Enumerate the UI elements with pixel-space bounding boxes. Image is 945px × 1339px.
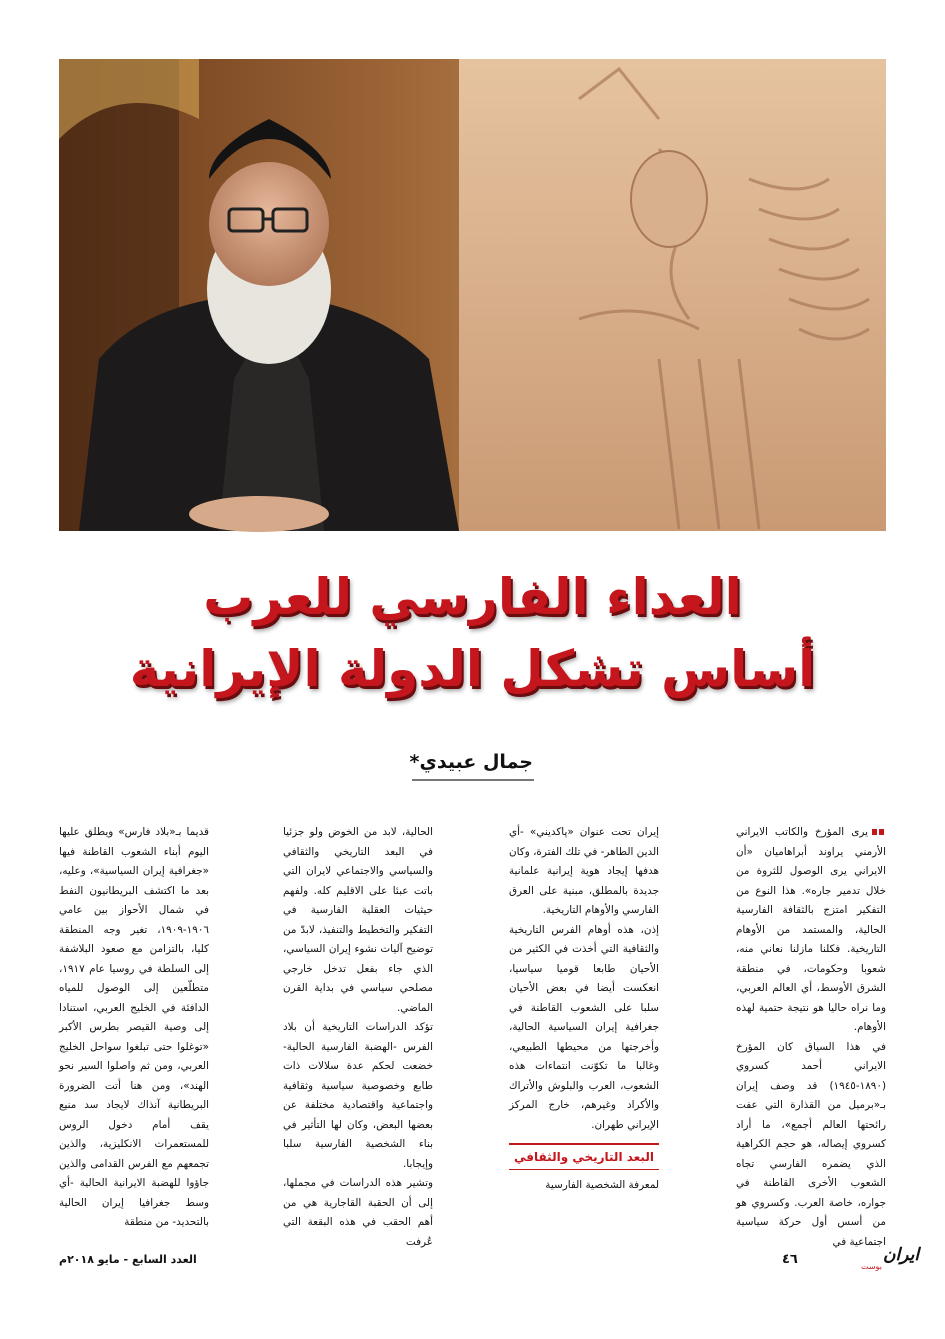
column-2-paragraph-1: إيران تحت عنوان «پاكديني» -أي الدين الطاهر- في تلك الفترة، وكان هدفها إيجاد هوية إيرانية علمانية جديدة بالمطلق، مبنية على العرق الفارسي والأوهام التاريخية. xyxy=(509,826,659,916)
column-1-paragraph-1: يرى المؤرخ والكاتب الايراني الأرمني يراوند أبراهاميان «أن الايراني يرى الوصول للثروة من خلال تدمير جاره». هذا النوع من التفكير امتزج بالثقافة الفارسية الحالية، والمستمد من الأوهام التاريخية. فكلنا مازلنا نعاني منه، شعوبا وحكومات، في منطقة الشرق الأوسط، أي العالم العربي، وما نراه حاليا هو نتيجة حتمية لهذه الأوهام. xyxy=(736,826,886,1033)
article-column-1 xyxy=(736,823,886,1252)
article-column-3 xyxy=(283,823,433,1252)
author-name: جمال عبيدي* xyxy=(409,751,533,773)
author-divider xyxy=(412,779,534,781)
article-title-line-2: أساس تشكل الدولة الإيرانية xyxy=(129,640,816,698)
issue-label: العدد السابع - مايو ٢٠١٨م xyxy=(59,1253,197,1266)
column-2-paragraph-2: إذن، هذه أوهام الفرس التاريخية والثقافية التي أخذت في الكثير من الأحيان طابعا قوميا سياسيا، انعكست أيضا في بعض الأحيان سلبا على الشعوب القاطنة في جغرافية إيران السياسية الحالية، وأخرجتها من محيطها الطبيعي، وغالبا ما تكوّنت انتماءات هذه الشعوب، العرب والبلوش والأتراك والأكراد وغيرهم، خارج المركز الإيراني طهران. xyxy=(509,923,659,1131)
bullet-icon xyxy=(872,829,886,835)
page-number: ٤٦ xyxy=(782,1252,798,1267)
column-1-paragraph-2: في هذا السياق كان المؤرخ الايراني أحمد كسروي (١٨٩٠-١٩٤٥) قد وصف إيران بـ«برميل من القذارة التي عفت رائحتها العالم أجمع»، ما أراد كسروي إيصاله، هو حجم الكراهية الذي يضمره الفارسي تجاه الشعوب الأخرى القاطنة في جواره، خاصة العرب. وكسروي هو من أسس أول حركة سياسية اجتماعية في xyxy=(736,1040,886,1248)
hero-photo xyxy=(59,59,886,531)
section-subheading: البعد التاريخي والثقافي xyxy=(509,1143,659,1170)
svg-text:بوست: بوست xyxy=(861,1262,882,1271)
column-4-paragraph-1: قديما بـ«بلاد فارس» ويطلق عليها اليوم أبناء الشعوب القاطنة فيها «جغرافية إيران السياسية»، وعليه، بعد ما اكتشف البريطانيون النفط في شمال الأحواز بين عامي ١٩٠٦-١٩٠٩، تغير وجه المنطقة كليا، بالتزامن مع صعود البلاشفة إلى السلطة في روسيا عام ١٩١٧، متطلّعين إلى الوصول للمياه الدافئة في الخليج العربي، استنادا إلى وصية القيصر بطرس الأكبر «توغلوا حتى تبلغوا سواحل الخليج العربي، ومن ثم واصلوا السير نحو الهند»، ومن هنا أتت الضرورة البريطانية آنذاك لايجاد سد منيع يقف أمام دخول الروس للمستعمرات الانكليزية، والذين تجمعهم مع الفرس القدامى والذين جاؤوا للهضبة الايرانية الحالية -أي وسط جغرافيا إيران الحالية بالتحديد- من منطقة xyxy=(59,826,209,1228)
magazine-logo xyxy=(821,1243,920,1271)
column-2-paragraph-3: لمعرفة الشخصية الفارسية xyxy=(545,1179,659,1191)
article-column-2 xyxy=(509,823,659,1196)
column-3-paragraph-1: الحالية، لابد من الخوض ولو جزئيا في البعد التاريخي والثقافي والسياسي والاجتماعي لايران التي باتت عبئا على الاقليم كله. ولفهم حيثيات العقلية الفارسية في التفكير والتخطيط والتنفيذ، لابدّ من توضيح آليات نشوء إيران السياسي، الذي جاء بفعل تدخل خارجي مصلحي سياسي في بداية القرن الماضي. xyxy=(283,826,433,1014)
svg-text:ايران: ايران xyxy=(883,1245,920,1265)
column-3-paragraph-2: تؤكد الدراسات التاريخية أن بلاد الفرس -الهضبة الفارسية الحالية- خضعت لحكم عدة سلالات ذات طابع وخصوصية سياسية وثقافية واجتماعية واقتصادية مختلفة عن بعضها البعض، وكان لها التأثير في بناء الشخصية الفارسية سلبا وإيجابا. xyxy=(283,1021,433,1170)
article-column-4 xyxy=(59,823,209,1233)
column-3-paragraph-3: وتشير هذه الدراسات في مجملها، إلى أن الحقبة القاجارية هي من أهم الحقب في هذه البقعة التي عُرفت xyxy=(283,1177,433,1248)
article-title-line-1: العداء الفارسي للعرب xyxy=(203,568,742,626)
